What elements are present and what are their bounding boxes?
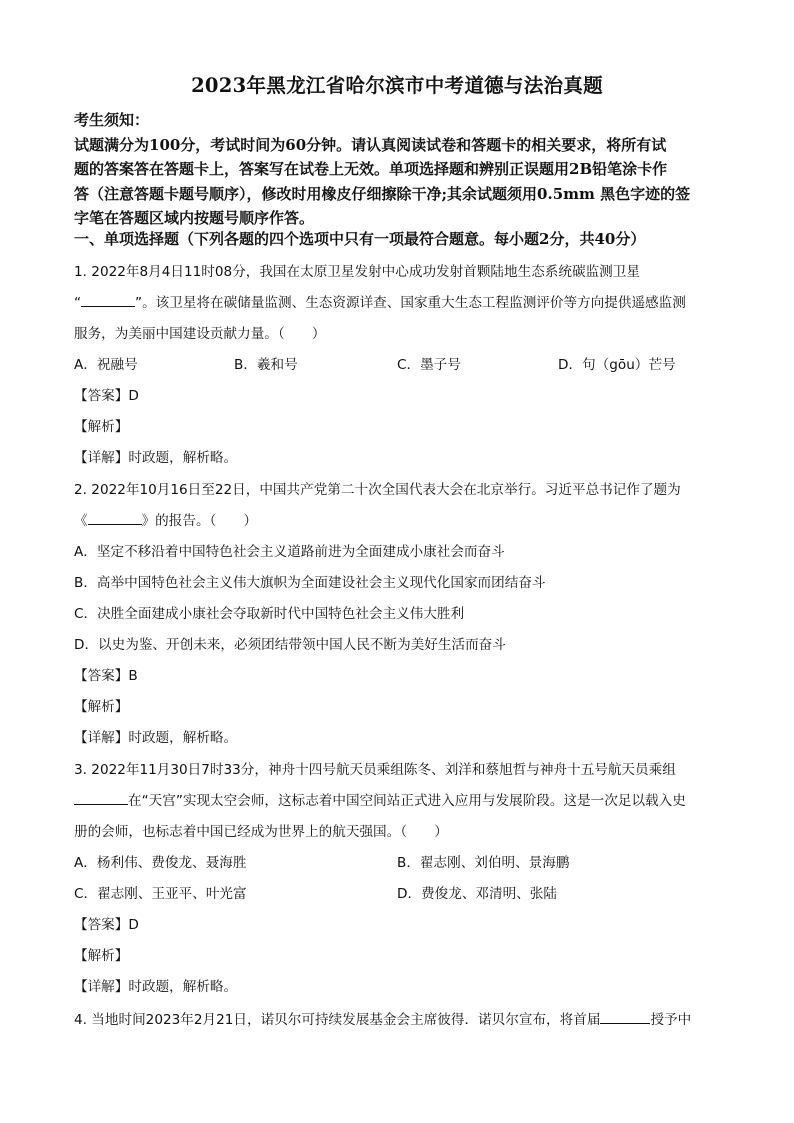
q2-option-d: D．以史为鉴、开创未来，必须团结带领中国人民不断为美好生活而奋斗 [74,637,506,653]
q1-option-a: A．祝融号 [74,357,138,373]
q3-detail-text: 时政题，解析略。 [128,979,238,995]
q2-answer-value: B [128,668,138,684]
page-title: 2023年黑龙江省哈尔滨市中考道德与法治真题 [191,74,603,97]
q1-option-c: C．墨子号 [397,357,461,373]
q1-stem-line2-text: ”。该卫星将在碳储量监测、生态资源详查、国家重大生态工程监测评价等方向提供遥感监测 [135,295,686,311]
q2-stem-line1: 2. 2022年10月16日至22日，中国共产党第二十次全国代表大会在北京举行。习近平总书记作了题为 [74,482,681,498]
notice-line: 字笔在答题区域内按题号顺序作答。 [74,209,315,227]
q3-option-b: B．翟志刚、刘伯明、景海鹏 [397,855,570,871]
detail-label: 【详解】 [74,979,129,995]
q1-quote-open: “ [74,295,82,311]
q2-analysis-label: 【解析】 [74,699,129,715]
answer-label: 【答案】 [74,388,129,404]
q4-stem-line1 [74,1008,691,1028]
q3-analysis-label: 【解析】 [74,948,129,964]
q1-stem-line1: 1. 2022年8月4日11时08分，我国在太原卫星发射中心成功发射首颗陆地生态系统碳监测卫星 [74,264,640,280]
q1-detail-text: 时政题，解析略。 [128,450,238,466]
q3-option-a: A．杨利伟、费俊龙、聂海胜 [74,855,247,871]
q2-stem-line2 [74,509,257,529]
q1-option-b: B．羲和号 [234,357,298,373]
q1-answer-value: D [128,388,139,404]
q1-detail [74,446,237,466]
q2-stem-line2-text: 》的报告。（ ） [141,513,258,529]
q3-option-d: D．费俊龙、邓清明、张陆 [397,886,557,902]
q4-stem-tail: 授予中 [650,1012,692,1028]
answer-label: 【答案】 [74,668,129,684]
q3-stem-line3: 册的会师，也标志着中国已经成为世界上的航天强国。（ ） [74,824,448,840]
q2-answer [74,664,138,684]
q3-stem-line2-text: 在“天宫”实现太空会师，这标志着中国空间站正式进入应用与发展阶段。这是一次足以载入史 [128,793,686,809]
q4-blank [600,1011,650,1024]
q2-option-b: B．高举中国特色社会主义伟大旗帜为全面建设社会主义现代化国家而团结奋斗 [74,575,546,591]
q1-stem-line3: 服务，为美丽中国建设贡献力量。（ ） [74,326,326,342]
q2-bracket-open: 《 [74,513,88,529]
q4-stem-text: 4. 当地时间2023年2月21日，诺贝尔可持续发展基金会主席彼得．诺贝尔宣布，将首届 [74,1012,601,1028]
q3-blank [74,792,128,805]
q2-detail [74,726,237,746]
section-heading: 一、单项选择题（下列各题的四个选项中只有一项最符合题意。每小题2分，共40分） [74,230,646,248]
q3-detail [74,975,237,995]
q3-answer [74,913,139,933]
notice-heading: 考生须知： [74,111,150,129]
exam-notice [74,108,724,231]
q2-option-c: C．决胜全面建成小康社会夺取新时代中国特色社会主义伟大胜利 [74,606,465,622]
answer-label: 【答案】 [74,917,129,933]
q1-stem-line2 [74,291,686,311]
detail-label: 【详解】 [74,730,129,746]
q3-option-c: C．翟志刚、王亚平、叶光富 [74,886,247,902]
q3-answer-value: D [128,917,139,933]
q2-blank [88,512,142,525]
q3-stem-line1: 3. 2022年11月30日7时33分，神舟十四号航天员乘组陈冬、刘洋和蔡旭哲与神舟十五号航天员乘组 [74,762,676,778]
q2-option-a: A．坚定不移沿着中国特色社会主义道路前进为全面建成小康社会而奋斗 [74,544,505,560]
notice-line: 试题满分为100分，考试时间为60分钟。请认真阅读试卷和答题卡的相关要求，将所有试 [74,135,667,154]
q1-analysis-label: 【解析】 [74,419,129,435]
notice-line: 题的答案答在答题卡上，答案写在试卷上无效。单项选择题和辨别正误题用2B铅笔涂卡作 [74,160,668,178]
q2-detail-text: 时政题，解析略。 [128,730,238,746]
detail-label: 【详解】 [74,450,129,466]
q1-blank [81,294,135,307]
notice-line: 答（注意答题卡题号顺序），修改时用橡皮仔细擦除干净;其余试题须用0.5mm 黑色字迹的签 [74,184,691,203]
q1-answer [74,384,139,404]
q1-option-d: D．句（gōu）芒号 [558,357,676,373]
q3-stem-line2 [74,789,686,809]
